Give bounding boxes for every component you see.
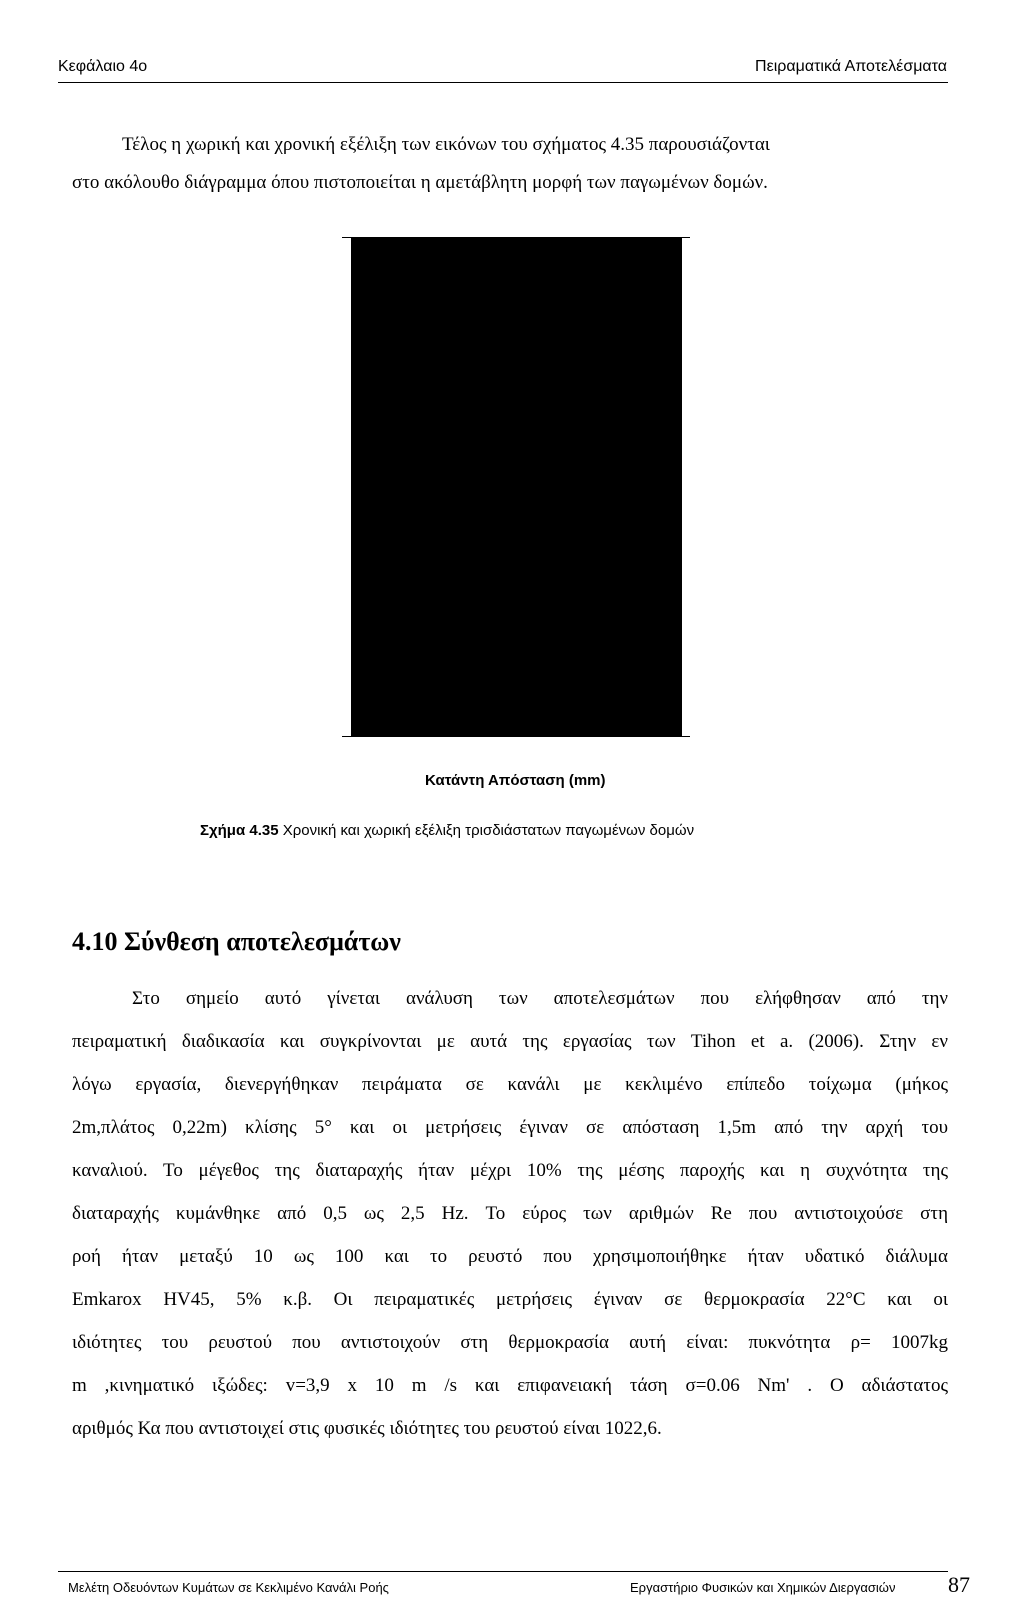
paragraph-line: m ,κινηματικό ιξώδες: v=3,9 x 10 m /s και επιφανειακή τάση σ=0.06 Nm' . Ο αδιάστατος [72, 1375, 948, 1396]
header-rule [58, 82, 948, 83]
figure-caption [200, 822, 694, 839]
running-header-chapter: Κεφάλαιο 4ο [58, 58, 148, 75]
figure-image [351, 238, 682, 736]
paragraph-line: Στο σημείο αυτό γίνεται ανάλυση των αποτελεσμάτων που ελήφθησαν από την [132, 988, 948, 1009]
paragraph-line: διαταραχής κυμάνθηκε από 0,5 ως 2,5 Hz. Το εύρος των αριθμών Re που αντιστοιχούσε στη [72, 1203, 948, 1224]
figure-axis-label: Κατάντη Απόσταση (mm) [425, 772, 606, 789]
paragraph-line: πειραματική διαδικασία και συγκρίνονται με αυτά της εργασίας των Tihon et a. (2006). Στην εν [72, 1031, 948, 1052]
intro-line-2: στο ακόλουθο διάγραμμα όπου πιστοποιείται η αμετάβλητη μορφή των παγωμένων δομών. [72, 172, 768, 193]
section-heading: 4.10 Σύνθεση αποτελεσμάτων [72, 927, 401, 956]
running-header-section: Πειραματικά Αποτελέσματα [755, 58, 947, 75]
footer-rule [58, 1571, 948, 1572]
footer-lab: Εργαστήριο Φυσικών και Χημικών Διεργασιών [630, 1580, 896, 1595]
paragraph-line: καναλιού. Το μέγεθος της διαταραχής ήταν μέχρι 10% της μέσης παροχής και η συχνότητα της [72, 1160, 948, 1181]
paragraph-line: λόγω εργασία, διενεργήθηκαν πειράματα σε κανάλι με κεκλιμένο επίπεδο τοίχωμα (μήκος [72, 1074, 948, 1095]
paragraph-line: αριθμός Κα που αντιστοιχεί στις φυσικές ιδιότητες του ρευστού είναι 1022,6. [72, 1418, 662, 1439]
paragraph-line: ροή ήταν μεταξύ 10 ως 100 και το ρευστό που χρησιμοποιήθηκε ήταν υδατικό διάλυμα [72, 1246, 948, 1267]
paragraph-line: Emkarox HV45, 5% κ.β. Οι πειραματικές μετρήσεις έγιναν σε θερμοκρασία 22°C και οι [72, 1289, 948, 1310]
paragraph-line: ιδιότητες του ρευστού που αντιστοιχούν στη θερμοκρασία αυτή είναι: πυκνότητα ρ= 1007kg [72, 1332, 948, 1353]
section-paragraph [72, 977, 948, 1450]
intro-line-1: Τέλος η χωρική και χρονική εξέλιξη των εικόνων του σχήματος 4.35 παρουσιάζονται [122, 134, 770, 155]
page-number: 87 [948, 1572, 970, 1597]
figure-caption-number: Σχήμα 4.35 [200, 822, 279, 839]
footer-title: Μελέτη Οδευόντων Κυμάτων σε Κεκλιμένο Κανάλι Ροής [68, 1580, 389, 1595]
figure-caption-text: Χρονική και χωρική εξέλιξη τρισδιάστατων παγωμένων δομών [282, 822, 695, 839]
paragraph-line: 2m,πλάτος 0,22m) κλίσης 5° και οι μετρήσεις έγιναν σε απόσταση 1,5m από την αρχή του [72, 1117, 948, 1138]
